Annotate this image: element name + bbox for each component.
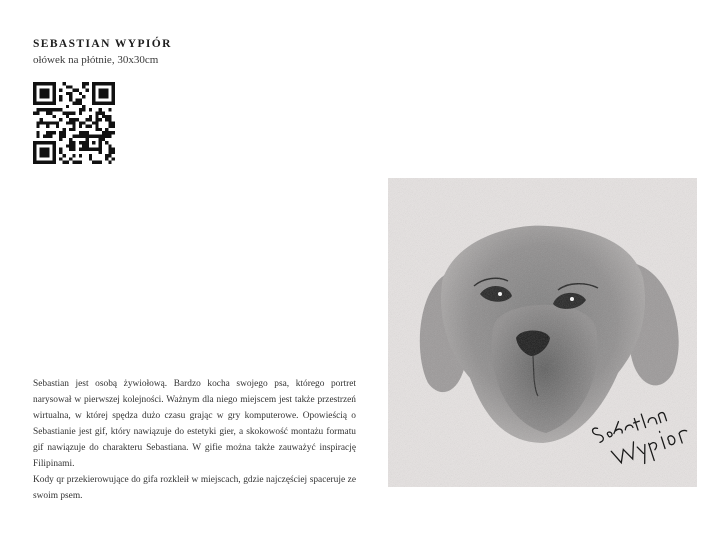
artwork-medium: ołówek na płótnie, 30x30cm	[33, 54, 159, 66]
description-paragraph: Kody qr przekierowujące do gifa rozkleił w miejscach, gdzie najczęściej spaceruje ze swoim psem.	[33, 475, 356, 501]
artwork-description	[33, 376, 356, 504]
dog-drawing	[388, 178, 697, 487]
artwork-header	[33, 37, 172, 67]
qr-code-icon[interactable]	[33, 82, 115, 164]
description-paragraph: Sebastian jest osobą żywiołową. Bardzo kocha swojego psa, którego portret narysował w pierwszej kolejności. Ważnym dla niego miejscem jest także przestrzeń wirtualna, w której spędza dużo czasu grając w gry komputerowe. Opowieścią o Sebastianie jest gif, który nawiązuje do estetyki gier, a skokowość montażu formatu gif nawiązuje do charakteru Sebastiana. W gifie można także zauważyć inspirację Filipinami.	[33, 379, 356, 469]
artwork-photo	[388, 178, 697, 487]
artist-name: SEBASTIAN WYPIÓR	[33, 38, 172, 50]
